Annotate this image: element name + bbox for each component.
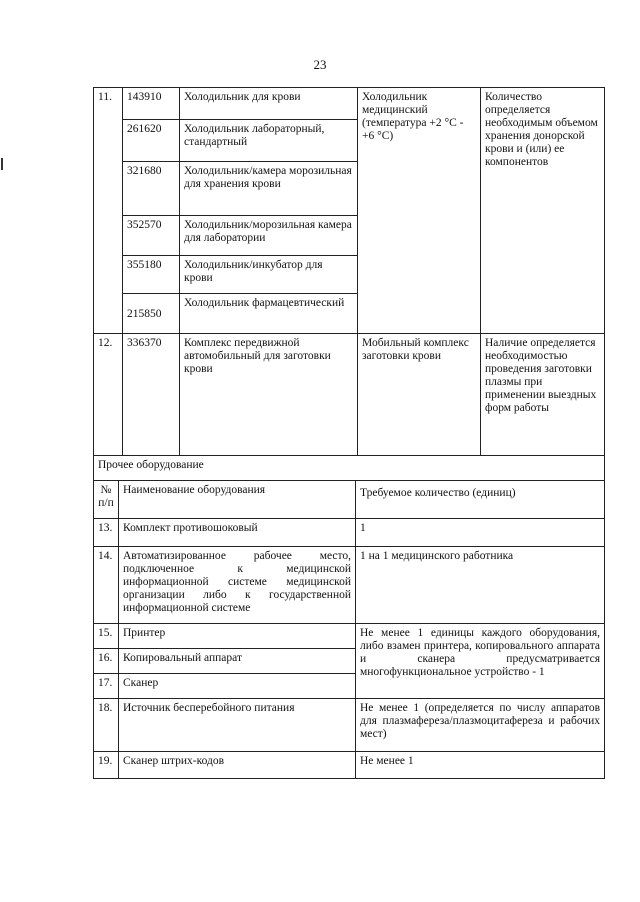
table-row xyxy=(94,519,605,547)
name-cell: Холодильник для крови xyxy=(180,88,358,120)
column-header-num: № п/п xyxy=(94,481,119,519)
row-number: 14. xyxy=(94,547,119,624)
name-cell: Сканер штрих-кодов xyxy=(119,752,356,779)
table-row xyxy=(94,88,605,120)
row-number: 17. xyxy=(94,674,119,699)
name-cell: Источник бесперебойного питания xyxy=(119,699,356,752)
equipment-table-blood-storage xyxy=(93,87,605,456)
name-cell: Комплекс передвижной автомобильный для заготовки крови xyxy=(180,334,358,456)
name-cell: Сканер xyxy=(119,674,356,699)
row-number: 11. xyxy=(94,88,123,334)
row-number: 16. xyxy=(94,649,119,674)
margin-mark xyxy=(1,158,3,170)
row-number: 18. xyxy=(94,699,119,752)
qty-cell-merged: Не менее 1 единицы каждого оборудования, либо взамен принтера, копировального аппарата и сканера предусматривается многофункциональное устройство - 1 xyxy=(356,624,605,699)
name-cell: Холодильник/камера морозильная для хранения крови xyxy=(180,162,358,216)
name-cell: Комплект противошоковый xyxy=(119,519,356,547)
qty-cell: 1 на 1 медицинского работника xyxy=(356,547,605,624)
name-cell: Копировальный аппарат xyxy=(119,649,356,674)
table-row xyxy=(94,752,605,779)
qty-cell: Не менее 1 xyxy=(356,752,605,779)
name-cell: Принтер xyxy=(119,624,356,649)
table-header-row xyxy=(94,481,605,519)
name-cell: Холодильник лабораторный, стандартный xyxy=(180,120,358,162)
column-header-qty: Требуемое количество (единиц) xyxy=(356,481,605,519)
section-title: Прочее оборудование xyxy=(94,456,605,481)
table-row xyxy=(94,699,605,752)
table-row xyxy=(94,624,605,649)
page-number: 23 xyxy=(313,57,327,72)
name-cell: Холодильник/инкубатор для крови xyxy=(180,256,358,294)
equipment-cell: Холодильник медицинский (температура +2 °С - +6 °С) xyxy=(358,88,481,334)
row-number: 15. xyxy=(94,624,119,649)
quantity-cell: Наличие определяется необходимостью проведения заготовки плазмы при применении выездных форм работы xyxy=(481,334,605,456)
code-cell: 336370 xyxy=(123,334,180,456)
table-row xyxy=(94,547,605,624)
code-cell: 352570 xyxy=(123,216,180,256)
code-cell: 321680 xyxy=(123,162,180,216)
table-row xyxy=(94,334,605,456)
row-number: 19. xyxy=(94,752,119,779)
qty-cell: 1 xyxy=(356,519,605,547)
equipment-cell: Мобильный комплекс заготовки крови xyxy=(358,334,481,456)
code-cell: 215850 xyxy=(123,294,180,334)
row-number: 13. xyxy=(94,519,119,547)
name-cell: Холодильник/морозильная камера для лаборатории xyxy=(180,216,358,256)
code-cell: 143910 xyxy=(123,88,180,120)
row-number: 12. xyxy=(94,334,123,456)
name-cell: Автоматизированное рабочее место, подключенное к медицинской информационной системе медицинской организации либо к государственной информационной системе xyxy=(119,547,356,624)
name-cell: Холодильник фармацевтический xyxy=(180,294,358,334)
other-equipment-table xyxy=(93,455,605,779)
qty-cell: Не менее 1 (определяется по числу аппаратов для плазмафереза/плазмоцитафереза и рабочих мест) xyxy=(356,699,605,752)
quantity-cell: Количество определяется необходимым объемом хранения донорской крови и (или) ее компонентов xyxy=(481,88,605,334)
table-row xyxy=(94,456,605,481)
column-header-name: Наименование оборудования xyxy=(119,481,356,519)
code-cell: 261620 xyxy=(123,120,180,162)
code-cell: 355180 xyxy=(123,256,180,294)
